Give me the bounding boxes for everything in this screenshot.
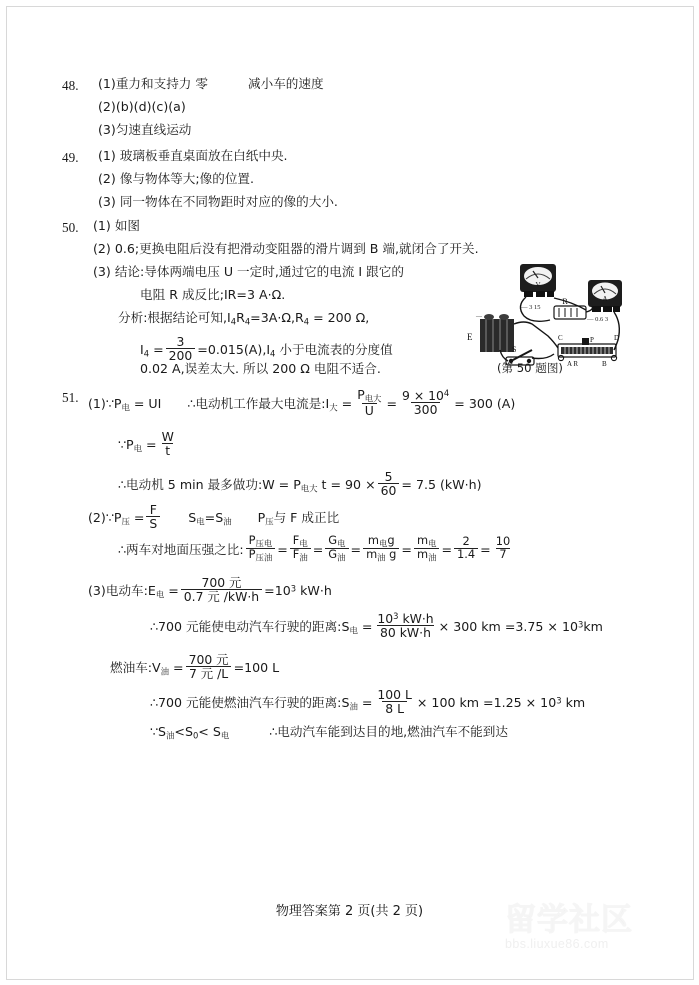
q51-because-1: ∵	[105, 396, 114, 412]
q51-s1-sym: S	[188, 510, 197, 526]
q51-p6-tail: kW·h	[296, 583, 332, 599]
q50-answer-3-line2: 电阻 R 成反比;IR=3 A·Ω.	[140, 287, 286, 302]
svg-text:R: R	[562, 297, 568, 306]
q51-p6-lead: (3)	[88, 583, 106, 599]
q51-p3-result: = 7.5 (kW·h)	[401, 477, 482, 493]
watermark	[505, 902, 685, 975]
q51-p7-sup: 3	[578, 619, 584, 630]
battery-icon	[475, 314, 517, 354]
q51-because-3: ∵	[105, 510, 114, 526]
q51-p8-text: 燃油车:	[110, 660, 153, 676]
q51-e-sym: E	[147, 583, 156, 599]
ratio-term	[414, 535, 439, 562]
q51-s0-sub: 0	[192, 730, 199, 741]
ratio-term	[325, 535, 348, 562]
q51-part2-line1	[88, 502, 340, 532]
q50-analysis-line3: 0.02 A,误差太大. 所以 200 Ω 电阻不适合.	[140, 361, 381, 376]
q51-ratio-chain	[244, 533, 516, 563]
q51-p7-text: 700 元能使电动汽车行驶的距离:	[158, 619, 342, 635]
ratio-numerator: $m_电g$	[367, 533, 395, 549]
q51-p8-result: =100 L	[233, 660, 280, 676]
svg-text:P: P	[590, 336, 594, 344]
voltmeter-icon	[520, 264, 556, 297]
q51-p6-text: 电动车:	[105, 583, 148, 599]
q51-because-2: ∵	[118, 437, 127, 453]
q51-p9-sup: 3	[556, 695, 562, 706]
ratio-denominator: $m_油$ g	[363, 548, 399, 562]
watermark-url: bbs.liuxue86.com	[505, 937, 609, 951]
q51-p1-lead: (1)	[88, 396, 106, 412]
q51-fraction-5	[146, 503, 160, 530]
q49-answer-2: (2) 像与物体等大;像的位置.	[98, 171, 255, 186]
q51-e-sub: 电	[155, 589, 165, 600]
q51-s-sym-1: S	[341, 619, 350, 635]
q50-eq-1: =3A·Ω,R	[250, 310, 304, 325]
svg-text:C: C	[558, 334, 563, 342]
q51-f1-nu-sub: 电大	[364, 393, 382, 404]
q51-fraction-8	[186, 653, 232, 680]
q51-f3-de: t	[162, 443, 173, 457]
q49-answer-3: (3) 同一物体在不同物距时对应的像的大小.	[98, 194, 338, 209]
svg-text:A R: A R	[567, 360, 579, 368]
q48-answer-2: (2)(b)(d)(c)(a)	[98, 99, 186, 114]
q50-i-tail: 小于电流表的分度值	[275, 342, 393, 358]
q51-p5-text: 两车对地面压强之比:	[126, 542, 244, 558]
q51-v-eq: =	[169, 660, 184, 676]
q51-f1-nu	[354, 388, 384, 403]
q51-p2-eq: =	[142, 437, 157, 453]
q51-f2-nu-val: 9 × 10	[402, 388, 444, 404]
ratio-denominator: $m_油$	[414, 548, 439, 562]
q51-f6-nu: 700 元	[201, 575, 242, 591]
q49-answer-1: (1) 玻璃板垂直桌面放在白纸中央.	[98, 148, 288, 163]
ratio-term	[246, 535, 276, 562]
q51-f7-de: 80 kW·h	[377, 625, 434, 639]
q51-part3-line3	[110, 652, 280, 682]
ratio-equals: =	[312, 542, 324, 558]
q51-part3-line1	[88, 575, 332, 605]
q51-fraction-9	[374, 688, 415, 715]
q51-f8-nu: 700 元	[188, 652, 229, 668]
q51-f1-nu-sym: P	[357, 387, 365, 403]
q50-sub-1: 4	[230, 316, 237, 327]
q51-f7-nu	[374, 612, 436, 625]
q51-f7-nu-sup: 3	[393, 611, 399, 622]
svg-text:S: S	[512, 345, 517, 354]
q50-analysis-line2	[140, 334, 393, 364]
q51-fraction-7	[374, 612, 436, 639]
q51-s-eq: =S	[204, 510, 224, 526]
q51-f4-de: 60	[378, 483, 400, 497]
q51-p-sym: P	[113, 396, 122, 412]
q51-p4-eq: =	[129, 510, 145, 526]
question-51-number: 51.	[62, 390, 79, 405]
q51-fraction-4	[378, 470, 400, 497]
q51-part2-ratio	[118, 533, 515, 564]
q51-p6-sup: 3	[290, 583, 297, 594]
q50-frac-denominator: 200	[166, 348, 196, 362]
ratio-numerator: 2	[462, 534, 470, 549]
q50-sub-2: 4	[244, 316, 251, 327]
q51-lt-1: <S	[174, 724, 193, 739]
figure-caption: (第 50 题图)	[497, 361, 563, 375]
ratio-numerator: 10	[495, 534, 511, 549]
q51-w-sym: W = P	[262, 477, 301, 493]
question-48-number: 48.	[62, 78, 79, 93]
q51-f2-de: 300	[411, 402, 441, 416]
q50-answer-2: (2) 0.6;更换电阻后没有把滑动变阻器的滑片调到 B 端,就闭合了开关.	[93, 241, 479, 256]
question-50-number: 50.	[62, 220, 79, 235]
q51-f5-nu: F	[149, 502, 157, 518]
q48-answer-1b: 减小车的速度	[248, 76, 324, 91]
q50-r-sym: R	[236, 310, 245, 325]
q51-p4-tail-sub: 压	[265, 516, 274, 527]
q50-answer-1: (1) 如图	[93, 218, 141, 233]
ratio-numerator: $G_电$	[328, 533, 346, 549]
q50-answer-3-line1: (3) 结论:导体两端电压 U 一定时,通过它的电流 I 跟它的	[93, 264, 404, 279]
q51-part1-line	[88, 387, 516, 419]
q51-p7-mid: × 300 km =3.75 × 10	[438, 619, 579, 635]
q51-therefore-6: ∴	[269, 724, 278, 739]
q50-i-sub2: 4	[270, 348, 276, 359]
q51-s-elec-sub: 电	[220, 730, 230, 741]
svg-text:B: B	[602, 360, 607, 368]
ratio-denominator: 7	[496, 548, 509, 561]
svg-text:— 0.6 3: — 0.6 3	[587, 316, 609, 323]
q50-analysis-line1	[118, 312, 369, 326]
q51-fraction-6	[181, 576, 262, 603]
q50-eq-2: = 200 Ω,	[309, 310, 370, 325]
q51-fraction-3	[159, 430, 177, 457]
q51-because-4: ∵	[150, 724, 159, 739]
q51-therefore-4: ∴	[150, 619, 159, 635]
q51-v-sym: V	[152, 660, 161, 676]
q50-i-eq: =	[149, 342, 164, 358]
q51-p9-mid: × 100 km =1.25 × 10	[416, 695, 557, 711]
q51-therefore-1: ∴	[187, 396, 196, 412]
ratio-equals: =	[350, 542, 362, 558]
q51-p1-text: 电动机工作最大电流是:	[195, 396, 326, 412]
q50-sub-3: 4	[303, 316, 310, 327]
svg-text:D: D	[614, 334, 620, 342]
q51-s-sub-2: 油	[349, 701, 358, 712]
q51-w-t: t = 90 ×	[317, 477, 376, 493]
q51-p-eq: = UI	[129, 396, 162, 412]
q51-s-eq-2: =	[357, 695, 373, 711]
q50-i-sym: I	[140, 342, 144, 358]
q48-answer-1	[98, 78, 324, 91]
svg-text:A: A	[602, 295, 608, 303]
page-footer: 物理答案第 2 页(共 2 页)	[275, 904, 424, 919]
q50-i-sub: 4	[143, 348, 150, 359]
q51-p6-result: =10	[264, 583, 291, 599]
q51-part3-line4	[150, 687, 586, 717]
q51-p4-tail-text: 与 F 成正比	[273, 510, 340, 526]
q51-p9-text: 700 元能使燃油汽车行驶的距离:	[158, 695, 342, 711]
q51-f1-de: U	[362, 403, 377, 417]
ratio-denominator: $F_油$	[290, 548, 311, 562]
ratio-equals: =	[441, 542, 453, 558]
q51-lt-2: < S	[198, 724, 221, 739]
q51-therefore-5: ∴	[150, 695, 159, 711]
q51-e-eq: =	[164, 583, 179, 599]
svg-text:—: —	[476, 314, 482, 320]
question-49-number: 49.	[62, 150, 79, 165]
ratio-numerator: $P_{压电}$	[248, 533, 273, 549]
q51-part3-line2	[150, 611, 603, 641]
q51-part1-line2	[118, 429, 179, 459]
ammeter-icon	[588, 280, 622, 312]
q51-fraction-1	[354, 388, 384, 417]
q51-p3-text: 电动机 5 min 最多做功:	[126, 477, 263, 493]
ratio-term	[493, 536, 514, 561]
q51-f7-nu-tail: kW·h	[398, 611, 434, 627]
q51-f4-nu: 5	[384, 469, 393, 485]
q51-f2-nu	[399, 389, 452, 402]
q50-analysis-text: 分析:根据结论可知,I	[118, 310, 231, 325]
battery-label: E	[467, 332, 473, 342]
q51-part1-line3	[118, 469, 482, 499]
q51-i-eq: =	[337, 396, 353, 412]
q51-conclusion	[150, 726, 508, 740]
ratio-equals: =	[401, 542, 412, 558]
ratio-numerator: $F_电$	[292, 533, 308, 549]
ratio-equals: =	[480, 542, 491, 558]
ratio-numerator: $m_电$	[416, 533, 437, 549]
q50-i-result: =0.015(A),I	[197, 342, 271, 358]
ratio-term	[454, 536, 478, 561]
q51-w-sub: 电大	[300, 483, 318, 494]
q51-f8-de: 7 元 /L	[186, 666, 231, 680]
q51-p-sub: 电	[121, 402, 130, 413]
q51-i-sub: 大	[329, 402, 338, 413]
q51-p2-sub: 电	[133, 443, 142, 454]
q51-s-oil: S	[158, 724, 167, 739]
ratio-denominator: $G_油$	[325, 548, 348, 562]
q51-s-sub-1: 电	[349, 625, 358, 636]
svg-text:— 3 15: — 3 15	[521, 304, 541, 311]
q51-f9-de: 8 L	[382, 701, 407, 715]
q51-f2-nu-sup: 4	[443, 388, 450, 399]
ratio-equals: =	[277, 542, 288, 558]
ratio-denominator: $P_{压油}$	[246, 548, 276, 562]
q51-p4-tail: P	[257, 510, 266, 526]
q51-therefore-3: ∴	[118, 542, 127, 558]
q51-f5-de: S	[146, 516, 160, 530]
q51-f6-de: 0.7 元 /kW·h	[181, 589, 262, 603]
q51-therefore-2: ∴	[118, 477, 127, 493]
q51-conclusion-text: 电动汽车能到达目的地,燃油汽车不能到达	[277, 724, 508, 739]
q50-fraction	[166, 335, 196, 362]
q51-p4-sym: P	[113, 510, 122, 526]
ratio-denominator: 1.4	[454, 548, 478, 561]
rheostat-icon	[558, 334, 619, 368]
watermark-text: 留学社区	[505, 902, 633, 938]
q51-s-sym-2: S	[341, 695, 350, 711]
q48-answer-3: (3)匀速直线运动	[98, 122, 192, 137]
q51-f7-nu-val: 10	[377, 611, 394, 627]
q51-f9-nu: 100 L	[377, 687, 412, 703]
q50-frac-numerator: 3	[176, 334, 185, 350]
q51-fraction-2	[399, 389, 452, 416]
q51-p1-result: = 300 (A)	[454, 396, 516, 412]
q51-s-oil-sub: 油	[166, 730, 175, 741]
q51-f3-nu: W	[161, 429, 174, 445]
q51-eq-sign-1: =	[386, 396, 397, 412]
q51-p9-tail: km	[561, 695, 586, 711]
q48-answer-1a: (1)重力和支持力 零	[98, 76, 208, 91]
q51-p4-lead: (2)	[88, 510, 106, 526]
q51-s-eq-1: =	[357, 619, 373, 635]
ratio-term	[363, 535, 399, 562]
q51-p4-sub: 压	[121, 516, 130, 527]
q51-s2-sub: 油	[223, 516, 232, 527]
q51-v-sub: 油	[160, 666, 170, 677]
ratio-term	[290, 535, 311, 562]
q51-i-sym: I	[325, 396, 330, 412]
q51-p2-sym: P	[126, 437, 134, 453]
q51-s1-sub: 电	[196, 516, 205, 527]
svg-text:V: V	[535, 281, 541, 289]
q51-p7-tail: km	[583, 619, 603, 635]
